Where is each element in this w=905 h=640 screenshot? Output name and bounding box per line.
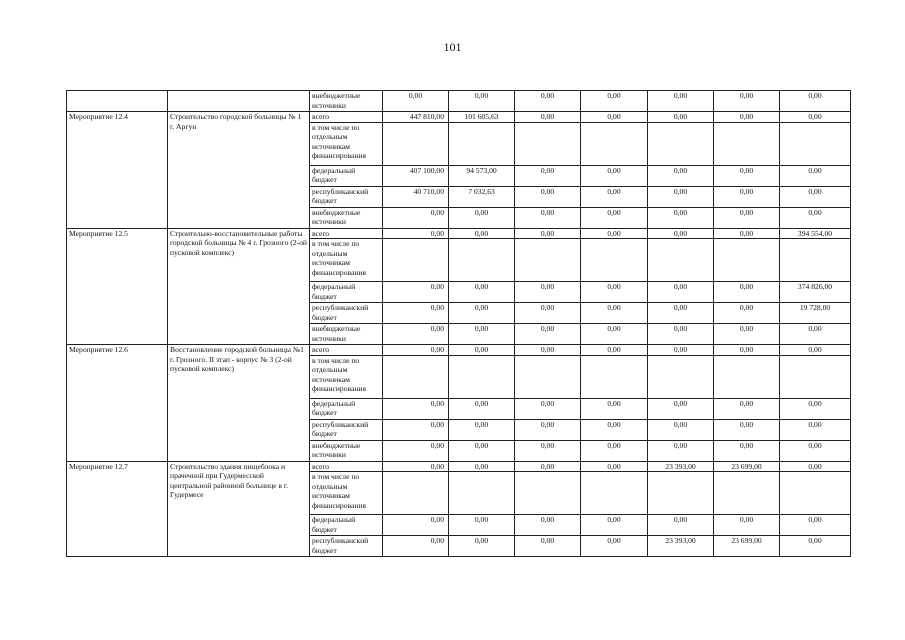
value-cell: 0,00	[383, 398, 449, 419]
funding-source-cell: республиканский бюджет	[310, 303, 383, 324]
value-cell: 394 554,00	[780, 228, 851, 239]
value-cell	[581, 122, 648, 165]
value-cell: 0,00	[714, 282, 780, 303]
value-cell: 0,00	[515, 515, 581, 536]
value-cell: 0,00	[515, 112, 581, 123]
funding-source-cell: в том числе по отдельным источникам финансирования	[310, 122, 383, 165]
value-cell: 0,00	[581, 112, 648, 123]
value-cell: 0,00	[515, 536, 581, 557]
funding-source-cell: федеральный бюджет	[310, 398, 383, 419]
value-cell: 0,00	[581, 345, 648, 356]
value-cell: 0,00	[449, 91, 515, 112]
value-cell: 0,00	[780, 345, 851, 356]
value-cell: 0,00	[714, 345, 780, 356]
value-cell: 0,00	[714, 398, 780, 419]
value-cell: 94 573,00	[449, 165, 515, 186]
value-cell	[714, 355, 780, 398]
measure-name-cell: Восстановление городской больницы №1 г. Грозного. II этап - корпус № 3 (2-ой пусковой комплекс)	[168, 345, 310, 462]
value-cell: 101 605,63	[449, 112, 515, 123]
value-cell: 0,00	[383, 536, 449, 557]
funding-source-cell: всего	[310, 112, 383, 123]
value-cell: 0,00	[648, 165, 714, 186]
value-cell: 0,00	[648, 207, 714, 228]
value-cell	[714, 122, 780, 165]
value-cell: 0,00	[383, 345, 449, 356]
value-cell	[449, 355, 515, 398]
value-cell: 0,00	[648, 228, 714, 239]
value-cell: 0,00	[581, 515, 648, 536]
value-cell: 0,00	[383, 228, 449, 239]
value-cell: 0,00	[449, 398, 515, 419]
value-cell: 0,00	[449, 324, 515, 345]
value-cell: 0,00	[780, 398, 851, 419]
value-cell: 0,00	[581, 419, 648, 440]
value-cell: 0,00	[780, 91, 851, 112]
value-cell: 0,00	[515, 228, 581, 239]
value-cell: 0,00	[780, 515, 851, 536]
value-cell: 0,00	[449, 515, 515, 536]
value-cell: 0,00	[383, 324, 449, 345]
funding-source-cell: в том числе по отдельным источникам финансирования	[310, 472, 383, 515]
value-cell: 0,00	[581, 228, 648, 239]
value-cell: 0,00	[648, 419, 714, 440]
value-cell: 0,00	[780, 207, 851, 228]
value-cell	[581, 355, 648, 398]
funding-source-cell: всего	[310, 461, 383, 472]
value-cell: 0,00	[449, 440, 515, 461]
value-cell: 0,00	[714, 515, 780, 536]
funding-source-cell: федеральный бюджет	[310, 515, 383, 536]
value-cell: 0,00	[515, 419, 581, 440]
value-cell: 0,00	[515, 165, 581, 186]
value-cell: 0,00	[515, 303, 581, 324]
value-cell: 0,00	[383, 303, 449, 324]
measure-name-cell: Строительно-восстановительные работы городской больницы № 4 г. Грозного (2-ой пусковой комплекс)	[168, 228, 310, 345]
event-cell: Мероприятие 12.6	[67, 345, 168, 462]
table-row	[67, 228, 851, 239]
value-cell: 0,00	[581, 398, 648, 419]
value-cell: 23 699,00	[714, 536, 780, 557]
value-cell: 0,00	[648, 398, 714, 419]
value-cell	[780, 355, 851, 398]
value-cell	[648, 472, 714, 515]
value-cell	[780, 472, 851, 515]
value-cell: 0,00	[383, 515, 449, 536]
value-cell: 0,00	[648, 440, 714, 461]
value-cell	[648, 239, 714, 282]
value-cell: 0,00	[648, 324, 714, 345]
value-cell: 23 393,00	[648, 461, 714, 472]
funding-source-cell: всего	[310, 345, 383, 356]
table-row	[67, 345, 851, 356]
funding-source-cell: в том числе по отдельным источникам финансирования	[310, 239, 383, 282]
value-cell: 0,00	[780, 440, 851, 461]
value-cell: 0,00	[449, 282, 515, 303]
value-cell: 0,00	[581, 282, 648, 303]
value-cell	[581, 239, 648, 282]
value-cell: 19 728,00	[780, 303, 851, 324]
value-cell: 0,00	[780, 324, 851, 345]
value-cell: 0,00	[383, 91, 449, 112]
value-cell: 0,00	[383, 207, 449, 228]
event-cell: Мероприятие 12.4	[67, 112, 168, 229]
table-row	[67, 91, 851, 112]
value-cell: 0,00	[383, 282, 449, 303]
value-cell: 374 826,00	[780, 282, 851, 303]
value-cell: 0,00	[714, 440, 780, 461]
value-cell: 0,00	[714, 112, 780, 123]
value-cell	[515, 239, 581, 282]
value-cell: 0,00	[449, 228, 515, 239]
table-row	[67, 112, 851, 123]
value-cell: 0,00	[581, 324, 648, 345]
value-cell	[780, 239, 851, 282]
value-cell: 0,00	[581, 207, 648, 228]
value-cell: 0,00	[581, 186, 648, 207]
funding-source-cell: внебюджетные источники	[310, 440, 383, 461]
value-cell	[449, 239, 515, 282]
funding-source-cell: всего	[310, 228, 383, 239]
funding-source-cell: внебюджетные источники	[310, 324, 383, 345]
value-cell: 0,00	[449, 536, 515, 557]
measure-name-cell	[168, 91, 310, 112]
value-cell: 0,00	[515, 207, 581, 228]
value-cell: 0,00	[648, 345, 714, 356]
value-cell: 0,00	[515, 282, 581, 303]
value-cell	[449, 122, 515, 165]
value-cell: 0,00	[515, 91, 581, 112]
value-cell: 0,00	[449, 303, 515, 324]
value-cell: 0,00	[714, 165, 780, 186]
value-cell: 0,00	[714, 91, 780, 112]
funding-source-cell: внебюджетные источники	[310, 207, 383, 228]
value-cell: 0,00	[780, 419, 851, 440]
event-cell: Мероприятие 12.5	[67, 228, 168, 345]
value-cell	[383, 355, 449, 398]
value-cell: 0,00	[581, 165, 648, 186]
value-cell	[581, 472, 648, 515]
value-cell: 0,00	[449, 345, 515, 356]
value-cell: 0,00	[383, 440, 449, 461]
value-cell: 0,00	[449, 461, 515, 472]
value-cell	[383, 472, 449, 515]
value-cell: 0,00	[648, 112, 714, 123]
value-cell: 23 699,00	[714, 461, 780, 472]
value-cell: 0,00	[515, 186, 581, 207]
value-cell: 7 032,63	[449, 186, 515, 207]
value-cell	[449, 472, 515, 515]
funding-source-cell: в том числе по отдельным источникам финансирования	[310, 355, 383, 398]
value-cell: 0,00	[383, 461, 449, 472]
value-cell: 407 100,00	[383, 165, 449, 186]
value-cell	[648, 122, 714, 165]
measure-name-cell: Строительство городской больницы № 1 г. Аргун	[168, 112, 310, 229]
value-cell: 0,00	[714, 303, 780, 324]
table-row	[67, 461, 851, 472]
value-cell: 0,00	[648, 282, 714, 303]
value-cell: 0,00	[581, 536, 648, 557]
value-cell	[780, 122, 851, 165]
value-cell: 0,00	[581, 91, 648, 112]
value-cell	[714, 472, 780, 515]
value-cell: 0,00	[780, 536, 851, 557]
value-cell: 0,00	[449, 207, 515, 228]
value-cell: 0,00	[581, 461, 648, 472]
value-cell	[383, 239, 449, 282]
value-cell: 0,00	[449, 419, 515, 440]
value-cell: 0,00	[515, 398, 581, 419]
event-cell: Мероприятие 12.7	[67, 461, 168, 557]
value-cell: 0,00	[714, 186, 780, 207]
measure-name-cell: Строительство здания пищеблока и прачечной при Гудермесской центральной районной больнице в г. Гудермесе	[168, 461, 310, 557]
funding-source-cell: федеральный бюджет	[310, 165, 383, 186]
value-cell: 0,00	[515, 440, 581, 461]
value-cell: 0,00	[648, 515, 714, 536]
value-cell: 0,00	[383, 419, 449, 440]
value-cell: 23 393,00	[648, 536, 714, 557]
value-cell: 0,00	[780, 112, 851, 123]
value-cell: 0,00	[515, 324, 581, 345]
value-cell: 0,00	[515, 461, 581, 472]
value-cell: 0,00	[714, 228, 780, 239]
value-cell: 0,00	[648, 91, 714, 112]
value-cell: 0,00	[780, 461, 851, 472]
value-cell: 0,00	[515, 345, 581, 356]
funding-source-cell: республиканский бюджет	[310, 419, 383, 440]
funding-source-cell: республиканский бюджет	[310, 186, 383, 207]
value-cell	[515, 472, 581, 515]
event-cell	[67, 91, 168, 112]
funding-source-cell: республиканский бюджет	[310, 536, 383, 557]
value-cell	[515, 355, 581, 398]
value-cell: 0,00	[714, 207, 780, 228]
financing-table	[66, 90, 851, 557]
value-cell: 0,00	[714, 324, 780, 345]
value-cell	[515, 122, 581, 165]
value-cell: 0,00	[780, 165, 851, 186]
value-cell: 0,00	[581, 303, 648, 324]
page-number: 101	[443, 40, 462, 54]
value-cell: 0,00	[581, 440, 648, 461]
funding-source-cell: внебюджетные источники	[310, 91, 383, 112]
value-cell: 0,00	[648, 303, 714, 324]
value-cell	[714, 239, 780, 282]
value-cell: 40 710,00	[383, 186, 449, 207]
value-cell: 0,00	[714, 419, 780, 440]
value-cell: 447 810,00	[383, 112, 449, 123]
value-cell	[648, 355, 714, 398]
value-cell: 0,00	[648, 186, 714, 207]
funding-source-cell: федеральный бюджет	[310, 282, 383, 303]
value-cell	[383, 122, 449, 165]
value-cell: 0,00	[780, 186, 851, 207]
